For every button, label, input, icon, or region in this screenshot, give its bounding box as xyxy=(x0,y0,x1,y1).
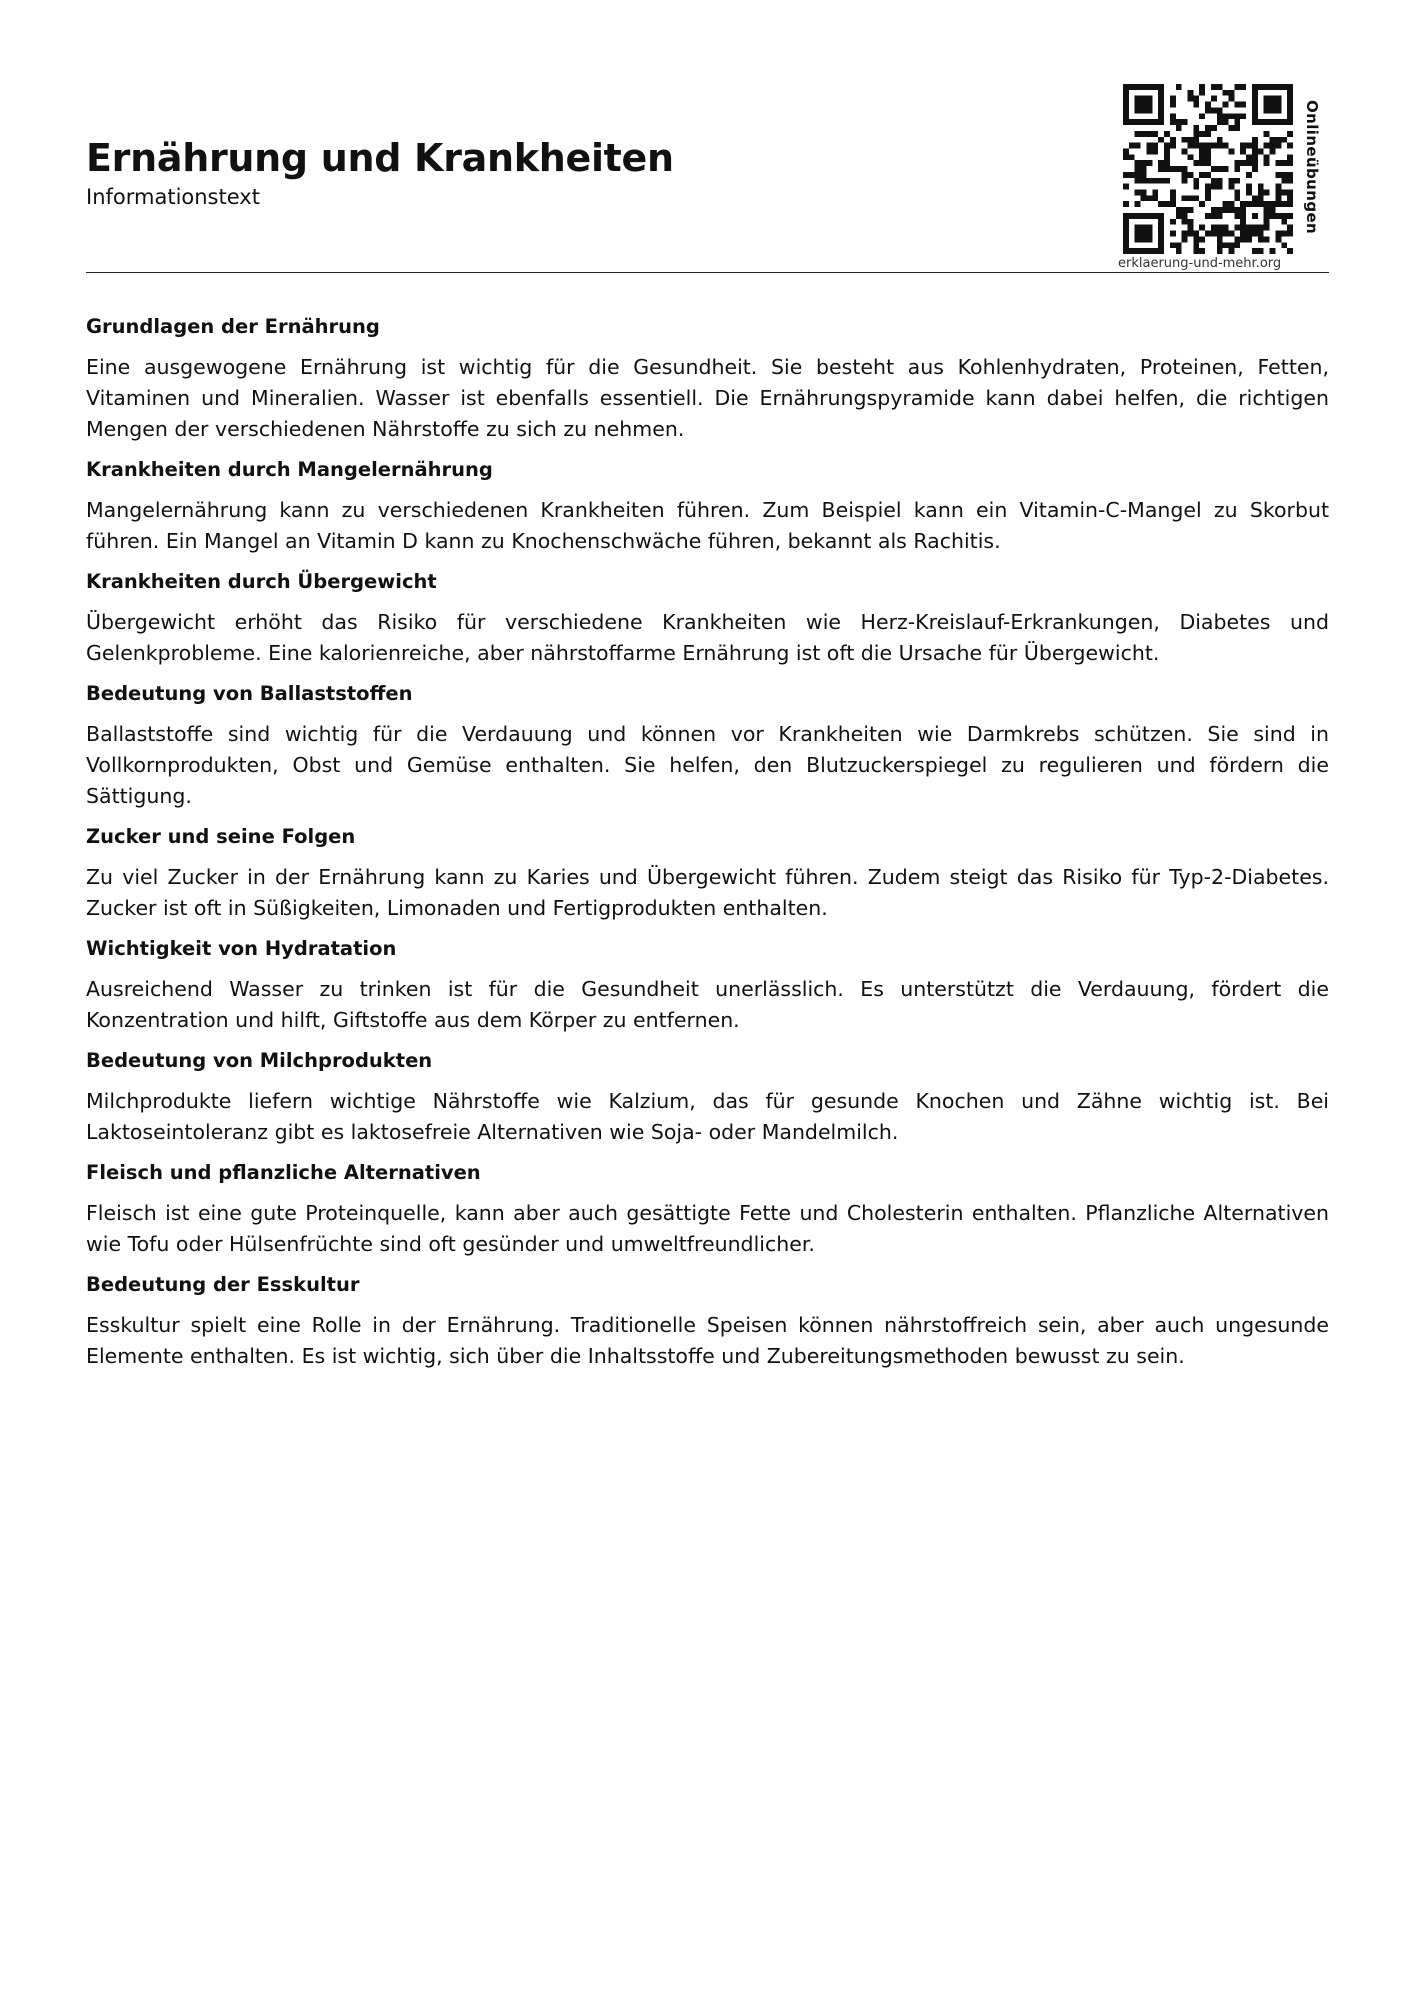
document-body xyxy=(86,314,1329,1384)
section-uebergewicht xyxy=(86,569,1329,669)
qr-code-icon[interactable] xyxy=(1123,84,1293,254)
section-text: Übergewicht erhöht das Risiko für verschiedene Krankheiten wie Herz-Kreislauf-Erkrankungen, Diabetes und Gelenkprobleme. Eine kalorienreiche, aber nährstoffarme Ernährung ist oft die Ursache für Übergewicht. xyxy=(86,610,1329,665)
section-text: Ausreichend Wasser zu trinken ist für die Gesundheit unerlässlich. Es unterstützt die Verdauung, fördert die Konzentration und hilft, Giftstoffe aus dem Körper zu entfernen. xyxy=(86,977,1329,1032)
section-hydratation xyxy=(86,936,1329,1036)
section-ballaststoffe xyxy=(86,681,1329,812)
section-heading: Bedeutung von Milchprodukten xyxy=(86,1049,433,1072)
section-heading: Wichtigkeit von Hydratation xyxy=(86,937,397,960)
section-fleisch xyxy=(86,1160,1329,1260)
section-heading: Krankheiten durch Mangelernährung xyxy=(86,458,493,481)
section-text: Zu viel Zucker in der Ernährung kann zu Karies und Übergewicht führen. Zudem steigt das Risiko für Typ-2-Diabetes. Zucker ist oft in Süßigkeiten, Limonaden und Fertigprodukten enthalten. xyxy=(86,865,1329,920)
page-subtitle: Informationstext xyxy=(86,185,260,209)
section-heading: Krankheiten durch Übergewicht xyxy=(86,570,437,593)
section-heading: Bedeutung von Ballaststoffen xyxy=(86,682,413,705)
section-text: Milchprodukte liefern wichtige Nährstoffe wie Kalzium, das für gesunde Knochen und Zähne wichtig ist. Bei Laktoseintoleranz gibt es laktosefreie Alternativen wie Soja- oder Mandelmilch. xyxy=(86,1089,1329,1144)
section-text: Fleisch ist eine gute Proteinquelle, kann aber auch gesättigte Fette und Cholesterin enthalten. Pflanzliche Alternativen wie Tofu oder Hülsenfrüchte sind oft gesünder und umweltfreundlicher. xyxy=(86,1201,1329,1256)
section-heading: Zucker und seine Folgen xyxy=(86,825,356,848)
header-divider xyxy=(86,272,1329,273)
page-title: Ernährung und Krankheiten xyxy=(86,136,674,180)
section-zucker xyxy=(86,824,1329,924)
section-grundlagen xyxy=(86,314,1329,445)
section-text: Esskultur spielt eine Rolle in der Ernährung. Traditionelle Speisen können nährstoffreich sein, aber auch ungesunde Elemente enthalten. Es ist wichtig, sich über die Inhaltsstoffe und Zubereitungsmethoden bewusst zu sein. xyxy=(86,1313,1329,1368)
section-text: Mangelernährung kann zu verschiedenen Krankheiten führen. Zum Beispiel kann ein Vitamin-C-Mangel zu Skorbut führen. Ein Mangel an Vitamin D kann zu Knochenschwäche führen, bekannt als Rachitis. xyxy=(86,498,1329,553)
section-heading: Fleisch und pflanzliche Alternativen xyxy=(86,1161,481,1184)
section-mangelernaehrung xyxy=(86,457,1329,557)
section-heading: Grundlagen der Ernährung xyxy=(86,315,380,338)
document-header xyxy=(86,135,886,211)
section-text: Ballaststoffe sind wichtig für die Verdauung und können vor Krankheiten wie Darmkrebs schützen. Sie sind in Vollkornprodukten, Obst und Gemüse enthalten. Sie helfen, den Blutzuckerspiegel zu regulieren und fördern die Sättigung. xyxy=(86,722,1329,808)
qr-url[interactable]: erklaerung-und-mehr.org xyxy=(1118,256,1282,271)
section-esskultur xyxy=(86,1272,1329,1372)
section-text: Eine ausgewogene Ernährung ist wichtig für die Gesundheit. Sie besteht aus Kohlenhydraten, Proteinen, Fetten, Vitaminen und Mineralien. Wasser ist ebenfalls essentiell. Die Ernährungspyramide kann dabei helfen, die richtigen Mengen der verschiedenen Nährstoffe zu sich zu nehmen. xyxy=(86,355,1329,441)
section-milchprodukte xyxy=(86,1048,1329,1148)
section-heading: Bedeutung der Esskultur xyxy=(86,1273,360,1296)
qr-label: Onlineübungen xyxy=(1303,100,1321,235)
